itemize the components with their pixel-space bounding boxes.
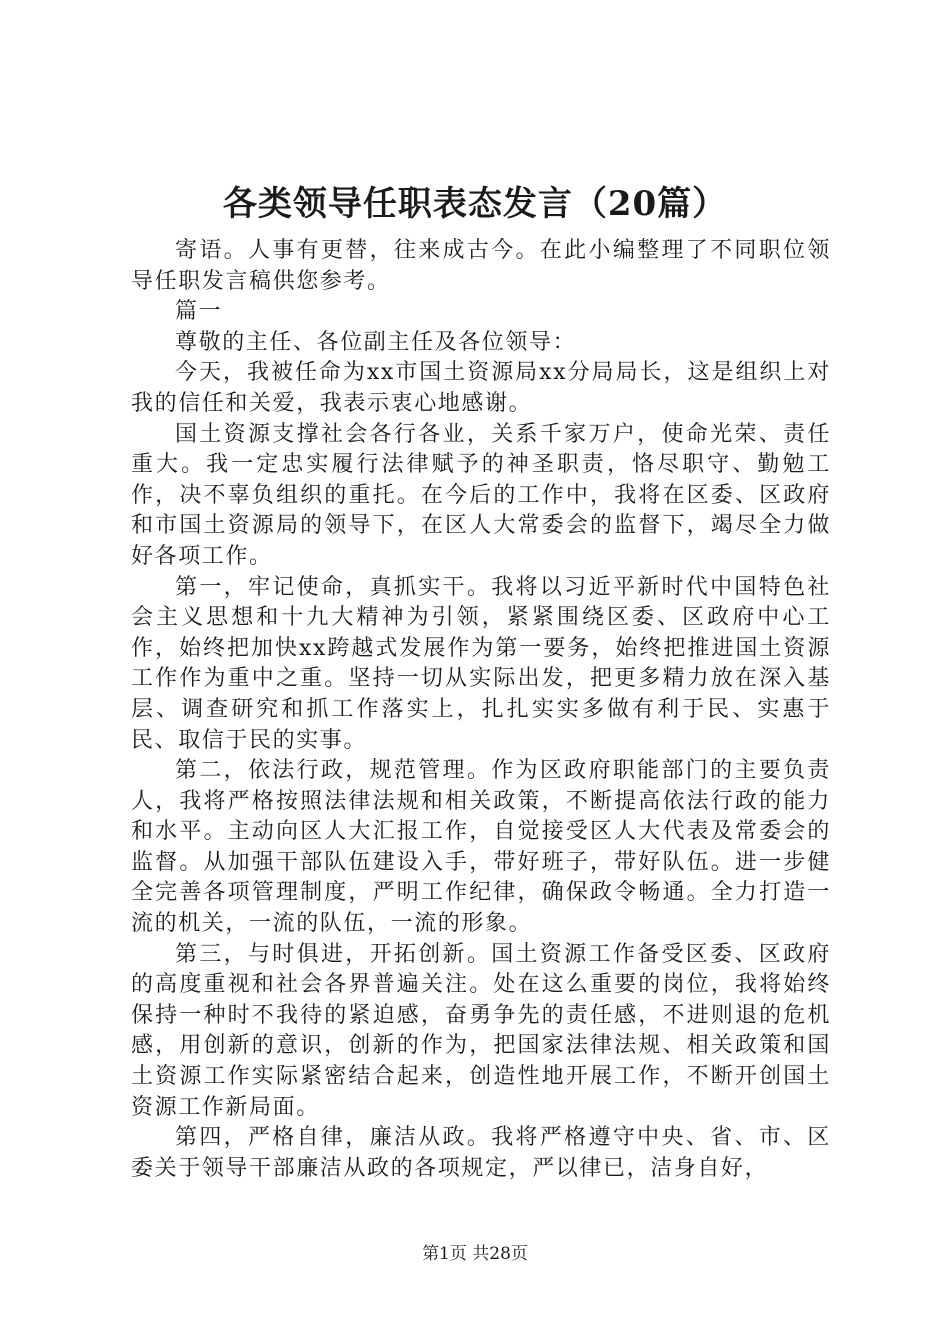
page-number-footer: 第1页 共28页 [422,1244,528,1264]
paragraph-point-two: 第二，依法行政，规范管理。作为区政府职能部门的主要负责人，我将严格按照法律法规和相关政策，不断提高依法行政的能力和水平。主动向区人大汇报工作，自觉接受区人大代表及常委会的监督。从加强干部队伍建设入手，带好班子，带好队伍。进一步健全完善各项管理制度，严明工作纪律，确保政令畅通。全力打造一流的机关，一流的队伍，一流的形象。 [131,758,831,937]
document-title: 各类领导任职表态发言（20篇） [222,184,728,224]
paragraph-mission: 国土资源支撑社会各行各业，关系千家万户，使命光荣、责任重大。我一定忠实履行法律赋予的神圣职责，恪尽职守、勤勉工作，决不辜负组织的重托。在今后的工作中，我将在区委、区政府和市国土资源局的领导下，在区人大常委会的监督下，竭尽全力做好各项工作。 [131,421,831,569]
paragraph-section-heading: 篇一 [175,299,223,325]
paragraph-point-one: 第一，牢记使命，真抓实干。我将以习近平新时代中国特色社会主义思想和十九大精神为引领，紧紧围绕区委、区政府中心工作，始终把加快xx跨越式发展作为第一要务，始终把推进国土资源工作作为重中之重。坚持一切从实际出发，把更多精力放在深入基层、调查研究和抓工作落实上，扎扎实实多做有利于民、实惠于民、取信于民的实事。 [131,574,831,753]
document-body [131,236,831,1184]
paragraph-point-four: 第四，严格自律，廉洁从政。我将严格遵守中央、省、市、区委关于领导干部廉洁从政的各项规定，严以律已，洁身自好， [131,1125,831,1181]
paragraph-foreword: 寄语。人事有更替，往来成古今。在此小编整理了不同职位领导任职发言稿供您参考。 [131,238,831,294]
paragraph-point-three: 第三，与时俱进，开拓创新。国土资源工作备受区委、区政府的高度重视和社会各界普遍关注。处在这么重要的岗位，我将始终保持一种时不我待的紧迫感，奋勇争先的责任感，不进则退的危机感，用创新的意识，创新的作为，把国家法律法规、相关政策和国土资源工作实际紧密结合起来，创造性地开展工作，不断开创国土资源工作新局面。 [131,941,831,1120]
paragraph-salutation: 尊敬的主任、各位副主任及各位领导： [175,329,577,355]
paragraph-appointment: 今天，我被任命为xx市国土资源局xx分局局长，这是组织上对我的信任和关爱，我表示衷心地感谢。 [131,360,831,416]
